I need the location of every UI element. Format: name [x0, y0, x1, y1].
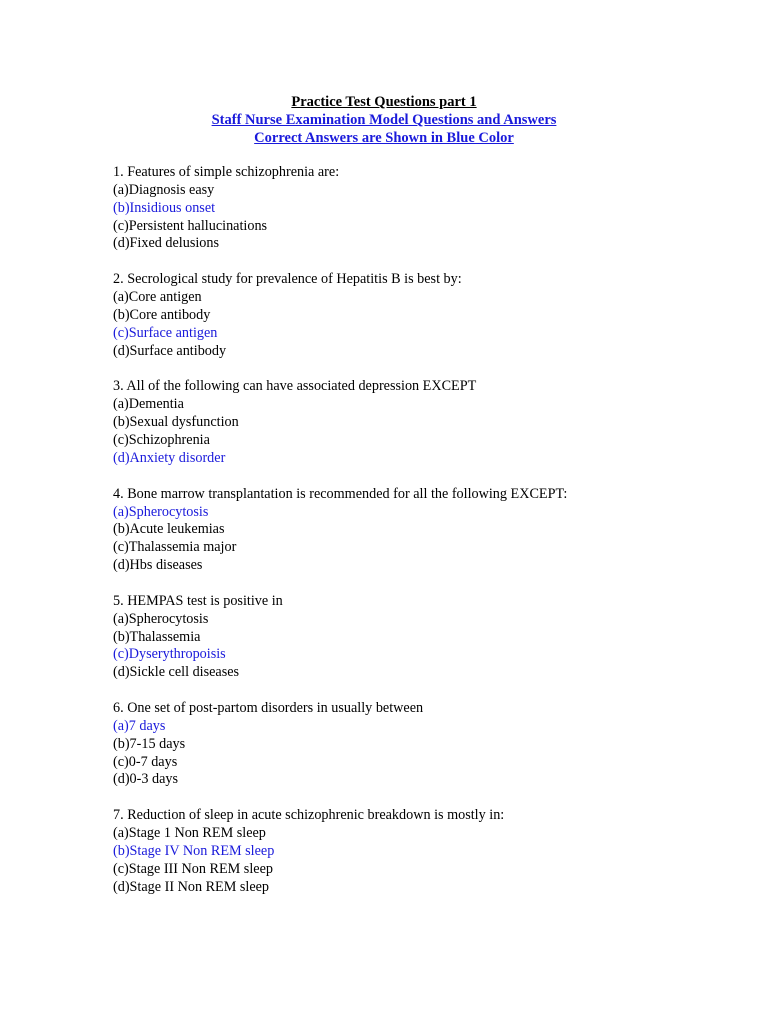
document-header: [0, 93, 768, 147]
answer-option-d: (d)Sickle cell diseases: [113, 664, 240, 681]
page-subtitle-answer-note: Correct Answers are Shown in Blue Color: [254, 130, 514, 146]
answer-option-d: (d)Surface antibody: [113, 342, 227, 359]
question-list: [113, 164, 753, 915]
answer-option-c: (c)0-7 days: [113, 753, 178, 770]
question-4: [113, 486, 753, 575]
answer-option-b: (b)Stage IV Non REM sleep: [113, 843, 275, 859]
answer-option-a: (a)Core antigen: [113, 289, 202, 306]
answer-option-b: (b)Acute leukemias: [113, 521, 225, 538]
page-subtitle-exam: Staff Nurse Examination Model Questions and Answers: [211, 112, 557, 128]
page-title: Practice Test Questions part 1: [291, 94, 477, 110]
answer-option-a: (a)Spherocytosis: [113, 610, 209, 627]
question-stem: 3. All of the following can have associated depression EXCEPT: [113, 378, 477, 395]
answer-option-d: (d)Anxiety disorder: [113, 449, 226, 466]
answer-option-d: (d)Hbs diseases: [113, 557, 203, 574]
question-stem: 5. HEMPAS test is positive in: [113, 592, 283, 609]
answer-option-c: (c)Persistent hallucinations: [113, 217, 268, 234]
answer-option-d: (d)Fixed delusions: [113, 235, 220, 252]
question-5: [113, 593, 753, 682]
answer-option-a: (a)7 days: [113, 717, 166, 734]
question-stem: 6. One set of post-partom disorders in usually between: [113, 700, 424, 717]
question-stem: 7. Reduction of sleep in acute schizophrenic breakdown is mostly in:: [113, 807, 505, 824]
answer-option-a: (a)Spherocytosis: [113, 503, 209, 520]
answer-option-a: (a)Diagnosis easy: [113, 181, 215, 198]
answer-option-c: (c)Thalassemia major: [113, 539, 237, 556]
answer-option-c: (c)Dyserythropoisis: [113, 646, 226, 663]
answer-option-d: (d)Stage II Non REM sleep: [113, 878, 270, 895]
answer-option-c: (c)Stage III Non REM sleep: [113, 860, 273, 877]
question-stem: 1. Features of simple schizophrenia are:: [113, 164, 340, 180]
question-6: [113, 700, 753, 789]
question-stem: 4. Bone marrow transplantation is recommended for all the following EXCEPT:: [113, 485, 568, 502]
answer-option-d: (d)0-3 days: [113, 771, 179, 788]
question-7: [113, 807, 753, 896]
answer-option-b: (b)7-15 days: [113, 735, 186, 752]
question-2: [113, 271, 753, 360]
question-stem: 2. Secrological study for prevalence of Hepatitis B is best by:: [113, 271, 462, 288]
answer-option-b: (b)Insidious onset: [113, 199, 216, 216]
answer-option-a: (a)Stage 1 Non REM sleep: [113, 825, 266, 842]
answer-option-b: (b)Sexual dysfunction: [113, 414, 239, 431]
answer-option-b: (b)Thalassemia: [113, 628, 201, 645]
question-1: [113, 164, 753, 253]
answer-option-a: (a)Dementia: [113, 396, 184, 413]
answer-option-b: (b)Core antibody: [113, 306, 211, 323]
question-3: [113, 378, 753, 467]
answer-option-c: (c)Schizophrenia: [113, 431, 210, 448]
answer-option-c: (c)Surface antigen: [113, 324, 218, 341]
